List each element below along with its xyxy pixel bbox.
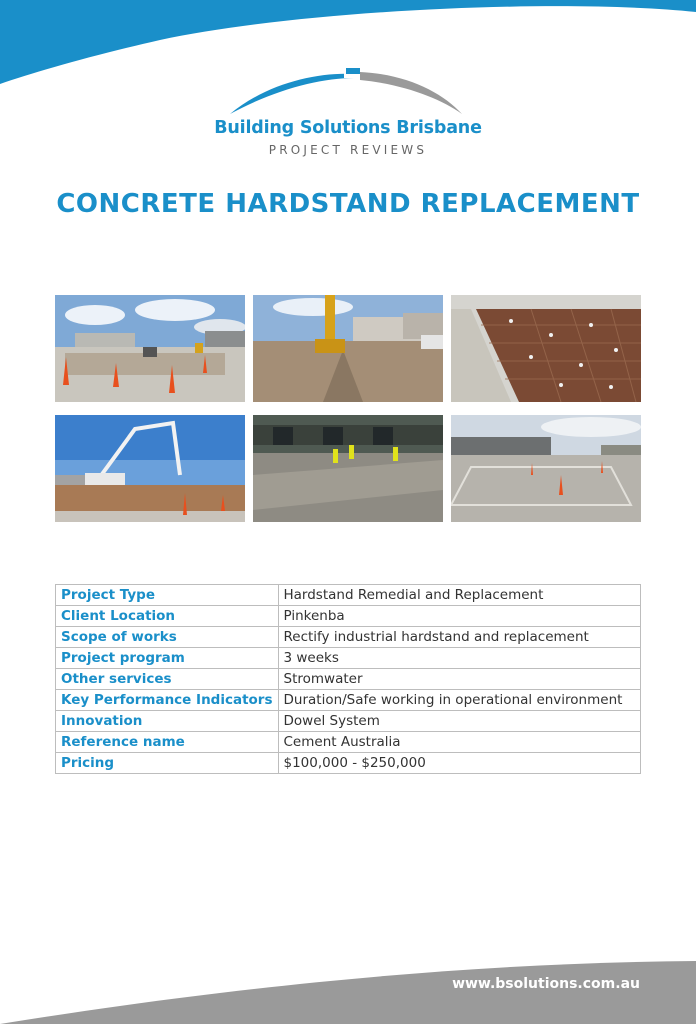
detail-label: Innovation [56,711,279,732]
excavator-photo [253,295,443,402]
table-row [56,606,641,627]
detail-value: $100,000 - $250,000 [278,753,641,774]
detail-value: 3 weeks [278,648,641,669]
detail-value: Dowel System [278,711,641,732]
concrete-pump-photo [55,415,245,522]
brand-name: Building Solutions Brisbane [214,118,482,138]
detail-value: Hardstand Remedial and Replacement [278,585,641,606]
table-row [56,711,641,732]
table-row [56,690,641,711]
detail-label: Reference name [56,732,279,753]
brand-subtitle: PROJECT REVIEWS [268,143,428,157]
detail-label: Other services [56,669,279,690]
table-row [56,627,641,648]
steel-mesh-photo [451,295,641,402]
detail-label: Scope of works [56,627,279,648]
website-link[interactable]: www.bsolutions.com.au [452,976,640,992]
table-row [56,585,641,606]
table-row [56,669,641,690]
page-title: CONCRETE HARDSTAND REPLACEMENT [56,189,640,219]
detail-value: Pinkenba [278,606,641,627]
construction-site-photo [55,295,245,402]
table-row [56,732,641,753]
detail-label: Client Location [56,606,279,627]
detail-label: Pricing [56,753,279,774]
detail-value: Cement Australia [278,732,641,753]
detail-label: Project program [56,648,279,669]
detail-value: Duration/Safe working in operational environment [278,690,641,711]
photo-grid [55,295,641,522]
finished-hardstand-photo [451,415,641,522]
table-row [56,753,641,774]
detail-label: Key Performance Indicators [56,690,279,711]
logo-arc-icon [226,68,466,118]
concrete-pour-photo [253,415,443,522]
detail-value: Stromwater [278,669,641,690]
table-row [56,648,641,669]
detail-label: Project Type [56,585,279,606]
detail-value: Rectify industrial hardstand and replacement [278,627,641,648]
project-details-table [55,584,641,774]
